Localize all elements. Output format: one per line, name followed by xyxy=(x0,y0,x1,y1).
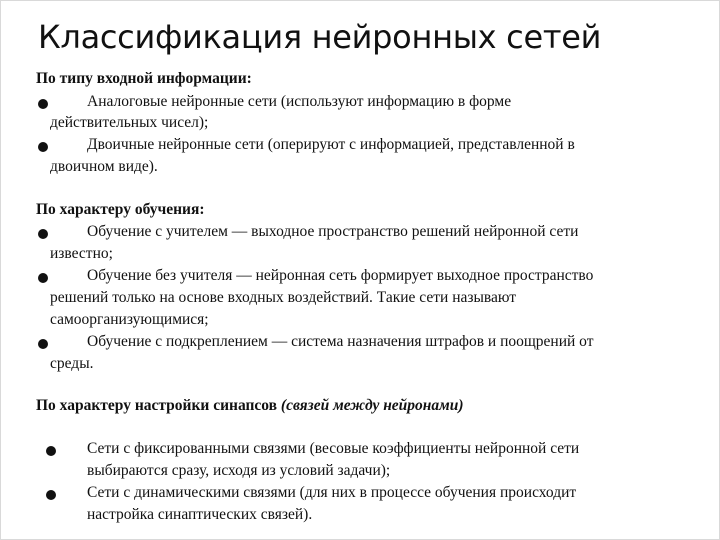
bullet-icon xyxy=(46,446,56,456)
bullet-icon xyxy=(38,99,48,109)
bullet-icon xyxy=(38,339,48,349)
bullet-icon xyxy=(38,273,48,283)
list-item-line: известно; xyxy=(50,245,113,262)
bullet-icon xyxy=(38,142,48,152)
list-item-line: настройка синаптических связей). xyxy=(87,506,313,523)
list-item-line: двоичном виде). xyxy=(50,158,158,175)
list-item-line: действительных чисел); xyxy=(50,114,209,131)
list-item-line: Сети с динамическими связями (для них в процессе обучения происходит xyxy=(87,484,577,501)
list-item-line: Сети с фиксированными связями (весовые коэффициенты нейронной сети xyxy=(87,440,580,457)
section-heading-learning: По характеру обучения: xyxy=(36,201,205,218)
list-item-line: Двоичные нейронные сети (оперируют с информацией, представленной в xyxy=(87,136,575,153)
section-heading-input-type: По типу входной информации: xyxy=(36,70,252,87)
section-heading-synapses xyxy=(36,397,464,415)
list-item-line: Аналоговые нейронные сети (используют информацию в форме xyxy=(87,93,512,110)
list-item-line: решений только на основе входных воздействий. Такие сети называют xyxy=(50,289,517,306)
list-item-line: Обучение без учителя — нейронная сеть формирует выходное пространство xyxy=(87,267,594,284)
list-item-line: выбираются сразу, исходя из условий задачи); xyxy=(87,462,391,479)
list-item-line: среды. xyxy=(50,355,94,372)
section-heading-text: По характеру настройки синапсов xyxy=(36,397,278,414)
list-item-line: Обучение с учителем — выходное пространство решений нейронной сети xyxy=(87,223,579,240)
list-item-line: Обучение с подкреплением — система назначения штрафов и поощрений от xyxy=(87,333,594,350)
bullet-icon xyxy=(38,229,48,239)
bullet-icon xyxy=(46,490,56,500)
list-item-line: самоорганизующимися; xyxy=(50,311,209,328)
slide-title: Классификация нейронных сетей xyxy=(38,18,602,56)
section-heading-italic-text: (связей между нейронами) xyxy=(280,397,464,414)
